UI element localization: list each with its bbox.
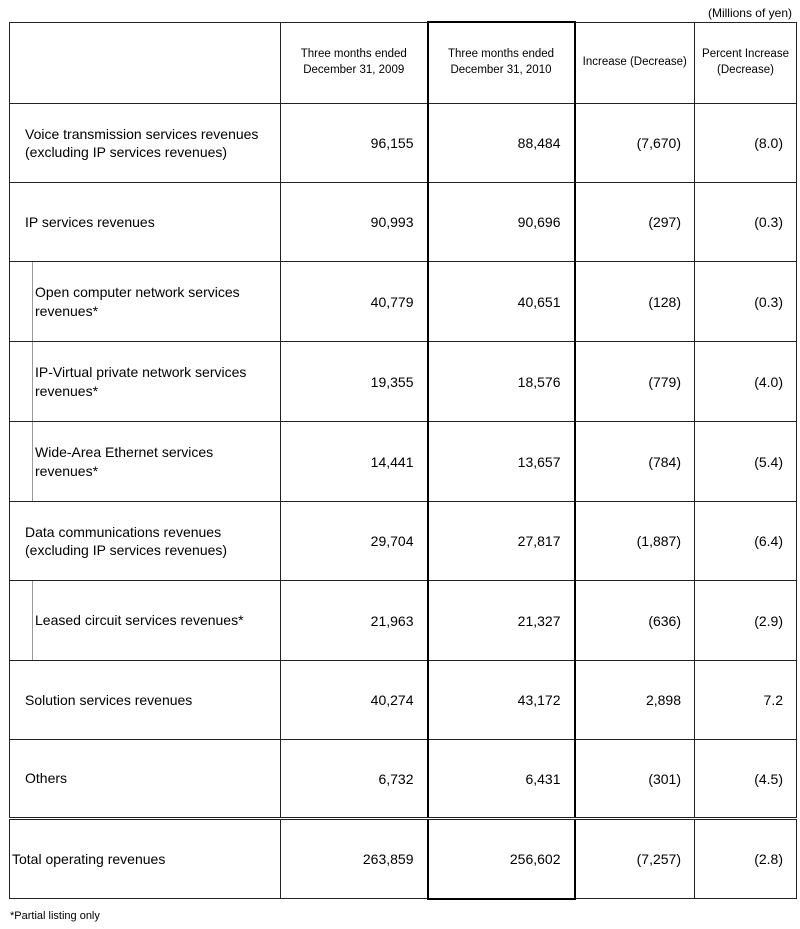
value-percent: (4.0) — [695, 342, 797, 422]
value-percent: (4.5) — [695, 740, 797, 819]
value-curr: 88,484 — [428, 104, 575, 183]
header-percent-change: Percent Increase (Decrease) — [695, 22, 797, 104]
row-label: IP services revenues — [10, 183, 281, 262]
header-prev-period: Three months ended December 31, 2009 — [281, 22, 428, 104]
subrow-label-cell — [10, 262, 281, 342]
value-change: (297) — [575, 183, 695, 262]
subrow-label-cell — [10, 342, 281, 422]
subrow-label-cell — [10, 422, 281, 502]
value-prev: 6,732 — [281, 740, 428, 819]
value-change: (7,670) — [575, 104, 695, 183]
value-prev: 29,704 — [281, 502, 428, 581]
header-curr-period: Three months ended December 31, 2010 — [428, 22, 575, 104]
value-change: 2,898 — [575, 661, 695, 740]
value-prev: 14,441 — [281, 422, 428, 502]
value-prev: 21,963 — [281, 581, 428, 661]
value-prev: 40,779 — [281, 262, 428, 342]
row-label: Open computer network services revenues* — [32, 262, 280, 341]
value-percent: (0.3) — [695, 262, 797, 342]
table-row — [10, 104, 797, 183]
header-label-cell — [10, 22, 281, 104]
total-label: Total operating revenues — [10, 819, 281, 899]
header-row — [10, 22, 797, 104]
value-change: (784) — [575, 422, 695, 502]
row-label: IP-Virtual private network services revenues* — [32, 342, 280, 421]
row-label: Others — [10, 740, 281, 819]
value-change: (779) — [575, 342, 695, 422]
value-prev: 90,993 — [281, 183, 428, 262]
table-row — [10, 740, 797, 819]
value-curr: 6,431 — [428, 740, 575, 819]
table-row — [10, 661, 797, 740]
value-curr: 13,657 — [428, 422, 575, 502]
value-change: (128) — [575, 262, 695, 342]
value-curr: 18,576 — [428, 342, 575, 422]
value-prev: 19,355 — [281, 342, 428, 422]
value-percent: (2.9) — [695, 581, 797, 661]
subrow-label-cell — [10, 581, 281, 661]
value-curr: 27,817 — [428, 502, 575, 581]
value-change: (301) — [575, 740, 695, 819]
value-curr: 40,651 — [428, 262, 575, 342]
total-row — [10, 819, 797, 899]
table-subrow — [10, 422, 797, 502]
table-row — [10, 502, 797, 581]
header-change: Increase (Decrease) — [575, 22, 695, 104]
revenue-table — [9, 21, 797, 900]
table-row — [10, 183, 797, 262]
value-percent: (5.4) — [695, 422, 797, 502]
value-curr: 90,696 — [428, 183, 575, 262]
total-percent: (2.8) — [695, 819, 797, 899]
value-prev: 40,274 — [281, 661, 428, 740]
value-curr: 43,172 — [428, 661, 575, 740]
value-change: (1,887) — [575, 502, 695, 581]
table-subrow — [10, 342, 797, 422]
total-change: (7,257) — [575, 819, 695, 899]
value-change: (636) — [575, 581, 695, 661]
row-label: Solution services revenues — [10, 661, 281, 740]
value-percent: (8.0) — [695, 104, 797, 183]
value-percent: 7.2 — [695, 661, 797, 740]
value-percent: (6.4) — [695, 502, 797, 581]
table-subrow — [10, 262, 797, 342]
row-label: Voice transmission services revenues (excluding IP services revenues) — [10, 104, 281, 183]
row-label: Wide-Area Ethernet services revenues* — [32, 422, 280, 501]
row-label: Leased circuit services revenues* — [32, 581, 280, 660]
total-prev: 263,859 — [281, 819, 428, 899]
units-label: (Millions of yen) — [707, 6, 792, 20]
total-curr: 256,602 — [428, 819, 575, 899]
value-prev: 96,155 — [281, 104, 428, 183]
footnote: *Partial listing only — [10, 910, 100, 922]
value-curr: 21,327 — [428, 581, 575, 661]
table-subrow — [10, 581, 797, 661]
row-label: Data communications revenues (excluding IP services revenues) — [10, 502, 281, 581]
value-percent: (0.3) — [695, 183, 797, 262]
